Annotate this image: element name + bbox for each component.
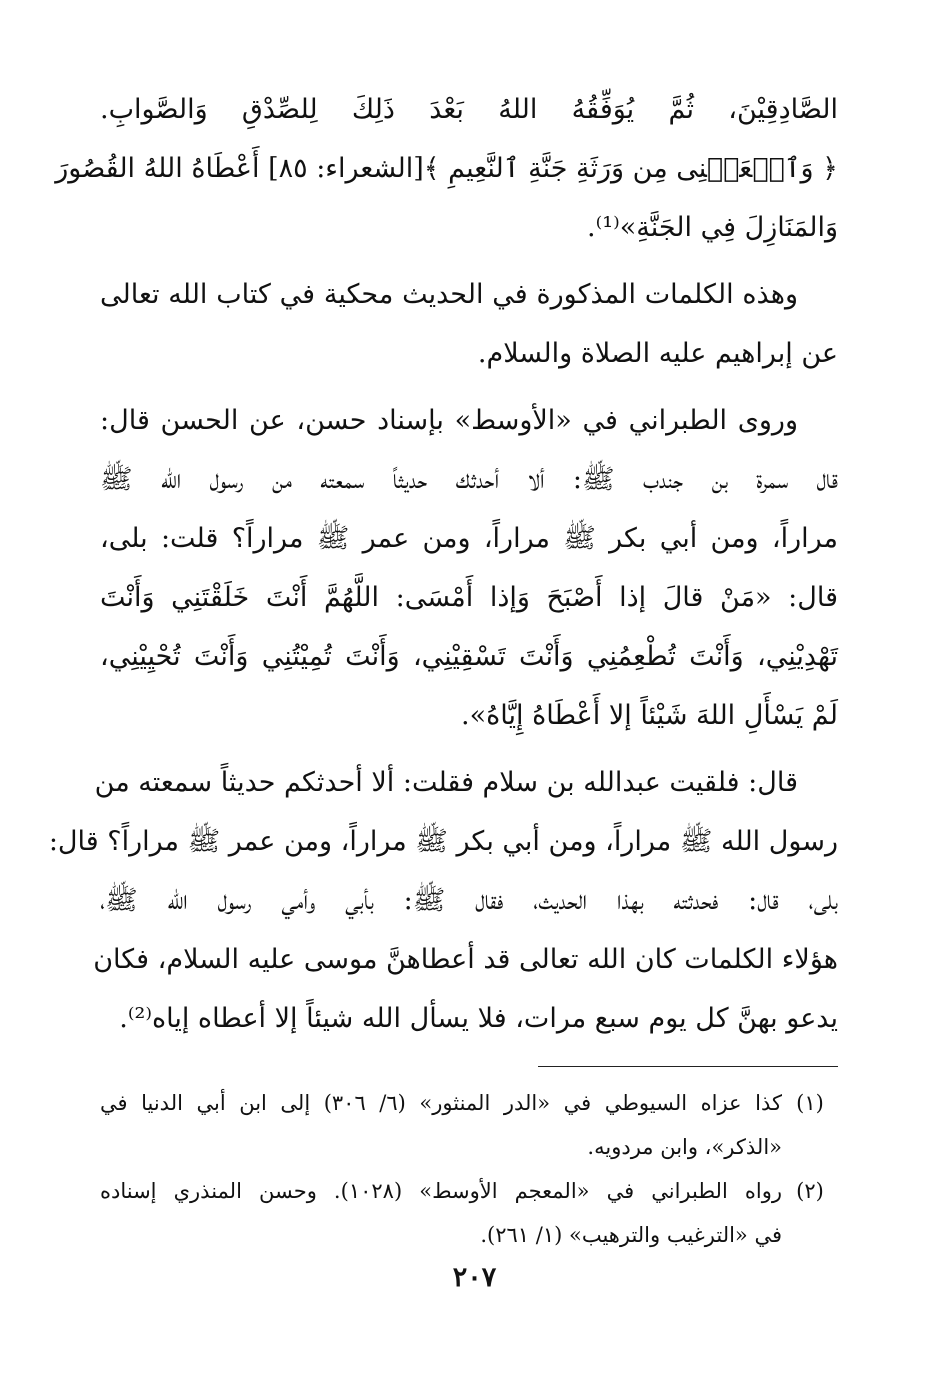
text-line: بلى، قال: فحدثته بهذا الحديث، فقال ﷺ: بأبي وأمي رسول الله ﷺ، bbox=[100, 885, 838, 916]
text-line: قال سمرة بن جندب ﷺ: ألا أحدثك حديثاً سمعته من رسول الله ﷺ bbox=[100, 464, 838, 495]
text-line: ﴿ وَٱجۡعَلۡنِى مِن وَرَثَةِ جَنَّةِ ٱلنَّعِيمِ ﴾[الشعراء: ٨٥] أَعْطَاهُ اللهُ القُصُورَ bbox=[55, 153, 838, 184]
text-line: الصَّادِقِيْنَ، ثُمَّ يُوَفِّقُهُ اللهُ بَعْدَ ذَلِكَ لِلصِّدْقِ وَالصَّوابِ. bbox=[100, 94, 838, 125]
text-line: وهذه الكلمات المذكورة في الحديث محكية في كتاب الله تعالى bbox=[100, 279, 798, 310]
text-line: هؤلاء الكلمات كان الله تعالى قد أعطاهنَّ موسى عليه السلام، فكان bbox=[93, 944, 838, 975]
page-number: ٢٠٧ bbox=[452, 1262, 497, 1293]
footnote-text bbox=[100, 1081, 782, 1169]
text-line: تَهْدِيْنِي، وَأَنْتَ تُطْعِمُنِي وَأَنْتَ تَسْقِيْنِي، وَأَنْتَ تُمِيْتُنِي وَأَنْتَ تُحْيِيْنِي، bbox=[100, 641, 838, 672]
text-line: عن إبراهيم عليه الصلاة والسلام. bbox=[477, 338, 838, 369]
footnotes bbox=[100, 1081, 838, 1257]
footnote-number: (١) bbox=[796, 1091, 824, 1115]
text-line: رواه الطبراني في «المعجم الأوسط» (١٠٢٨). وحسن المنذري إسناده bbox=[100, 1179, 782, 1203]
text-line: في «الترغيب والترهيب» (١/ ٢٦١). bbox=[480, 1223, 782, 1247]
text-line: لَمْ يَسْأَلِ اللهَ شَيْئاً إلا أَعْطَاهُ إِيَّاهُ». bbox=[461, 700, 838, 731]
text-line: وروى الطبراني في «الأوسط» بإسناد حسن، عن الحسن قال: bbox=[100, 405, 798, 436]
text-line: قال: فلقيت عبدالله بن سلام فقلت: ألا أحدثكم حديثاً سمعته من bbox=[94, 767, 798, 798]
footnote-text bbox=[100, 1169, 782, 1257]
text-line: مراراً، ومن أبي بكر ﷺ مراراً، ومن عمر ﷺ مراراً؟ قلت: بلى، bbox=[100, 523, 838, 554]
text-line: وَالمَنَازِلَ فِي الجَنَّةِ»⁽¹⁾. bbox=[587, 212, 838, 243]
text-line: يدعو بهنَّ كل يوم سبع مرات، فلا يسأل الله شيئاً إلا أعطاه إياه⁽²⁾. bbox=[119, 1003, 838, 1034]
text-line: رسول الله ﷺ مراراً، ومن أبي بكر ﷺ مراراً، ومن عمر ﷺ مراراً؟ قال: bbox=[48, 826, 838, 857]
text-line: كذا عزاه السيوطي في «الدر المنثور» (٦/ ٣٠٦) إلى ابن أبي الدنيا في bbox=[100, 1091, 782, 1115]
paragraph-2 bbox=[100, 265, 838, 383]
paragraph-4 bbox=[48, 753, 838, 1048]
page-body bbox=[48, 80, 838, 1310]
text-line: قال: «مَنْ قالَ إذا أَصْبَحَ وَإذا أَمْسَى: اللَّهُمَّ أَنْتَ خَلَقْتَنِي وَأَنْتَ bbox=[100, 582, 838, 613]
text-line: «الذكر»، وابن مردويه. bbox=[587, 1135, 782, 1159]
paragraph-1 bbox=[55, 80, 838, 257]
footnote-number: (٢) bbox=[796, 1179, 824, 1203]
footnote-2 bbox=[100, 1169, 838, 1257]
paragraph-3 bbox=[100, 391, 838, 745]
footnote-divider bbox=[538, 1066, 838, 1067]
footnote-1 bbox=[100, 1081, 838, 1169]
